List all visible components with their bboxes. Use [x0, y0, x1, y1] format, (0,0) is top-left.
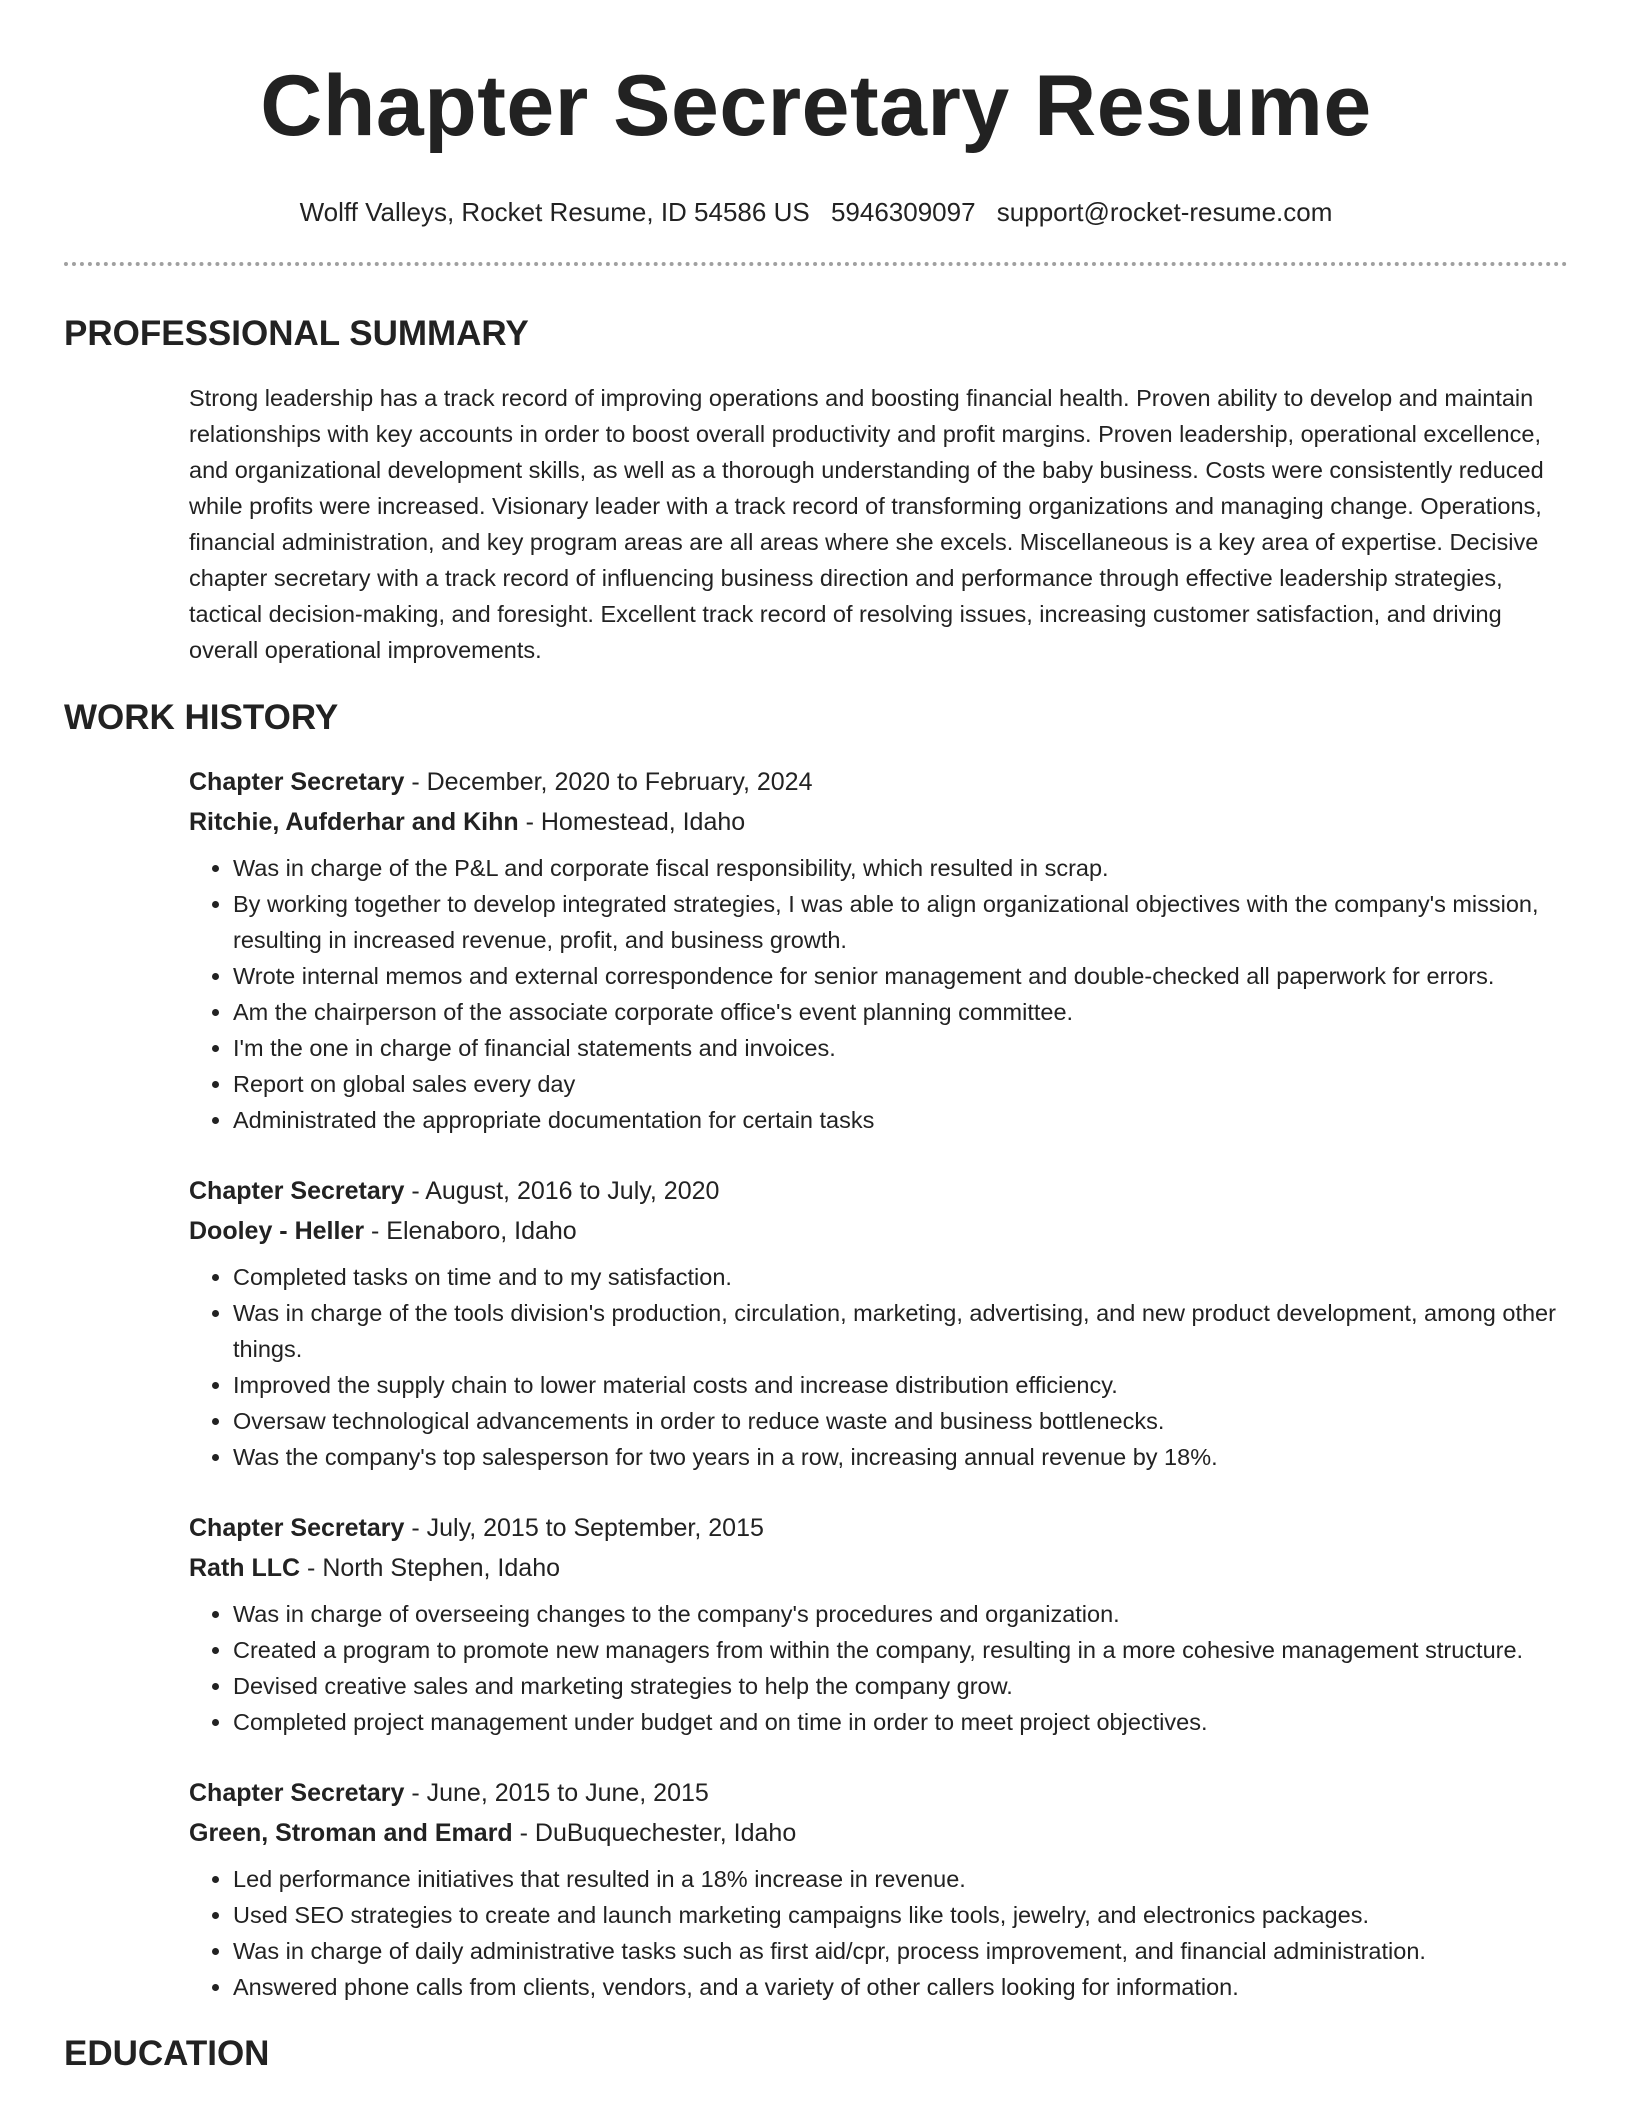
job-bullet: • Wrote internal memos and external correspondence for senior management and double-checked all paperwork for errors. [233, 958, 1568, 994]
job-title: Chapter Secretary [189, 1779, 405, 1807]
job-bullet: • Report on global sales every day [233, 1066, 1568, 1102]
job-bullets [189, 1596, 1568, 1740]
summary-heading: PROFESSIONAL SUMMARY [64, 314, 529, 353]
job-entry [189, 1508, 1568, 1740]
contact-address: Wolff Valleys, Rocket Resume, ID 54586 US [299, 197, 810, 227]
job-bullet: • Completed project management under budget and on time in order to meet project objectives. [233, 1704, 1568, 1740]
job-bullets [189, 1861, 1568, 2005]
job-company-line [189, 1211, 1568, 1251]
job-bullet: • Was in charge of the tools division's production, circulation, marketing, advertising, and new product development, among other things. [233, 1295, 1568, 1367]
job-bullet: • Was in charge of the P&L and corporate fiscal responsibility, which resulted in scrap. [233, 850, 1568, 886]
header-divider [64, 262, 1568, 266]
education-heading: EDUCATION [64, 2034, 270, 2073]
job-dates: - August, 2016 to July, 2020 [404, 1177, 720, 1205]
work-history-list [189, 762, 1568, 2005]
job-dates: - June, 2015 to June, 2015 [404, 1779, 709, 1807]
job-location: - Elenaboro, Idaho [364, 1217, 577, 1245]
job-company-line [189, 1813, 1568, 1853]
job-bullet: • Completed tasks on time and to my satisfaction. [233, 1259, 1568, 1295]
job-company-line [189, 802, 1568, 842]
job-bullet: • Was in charge of daily administrative tasks such as first aid/cpr, process improvement, and financial administration. [233, 1933, 1568, 1969]
job-bullets [189, 1259, 1568, 1475]
job-company: Dooley - Heller [189, 1217, 365, 1245]
job-bullet: • Led performance initiatives that resulted in a 18% increase in revenue. [233, 1861, 1568, 1897]
contact-phone: 5946309097 [830, 197, 976, 227]
job-bullet: • Was in charge of overseeing changes to the company's procedures and organization. [233, 1596, 1568, 1632]
job-bullet: • Administrated the appropriate documentation for certain tasks [233, 1102, 1568, 1138]
job-title: Chapter Secretary [189, 768, 405, 796]
job-dates: - December, 2020 to February, 2024 [404, 768, 813, 796]
job-location: - Homestead, Idaho [518, 808, 746, 836]
job-bullet: • By working together to develop integrated strategies, I was able to align organizational objectives with the company's mission, resulting in increased revenue, profit, and business growth. [233, 886, 1568, 958]
job-company-line [189, 1548, 1568, 1588]
work-history-heading: WORK HISTORY [64, 698, 339, 737]
job-company: Green, Stroman and Emard [189, 1819, 513, 1847]
job-bullet: • Used SEO strategies to create and launch marketing campaigns like tools, jewelry, and electronics packages. [233, 1897, 1568, 1933]
job-bullet: • Am the chairperson of the associate corporate office's event planning committee. [233, 994, 1568, 1030]
job-bullet: • Improved the supply chain to lower material costs and increase distribution efficiency. [233, 1367, 1568, 1403]
job-title-line [189, 762, 1568, 802]
job-bullet: • Answered phone calls from clients, vendors, and a variety of other callers looking for information. [233, 1969, 1568, 2005]
job-bullet: • Was the company's top salesperson for two years in a row, increasing annual revenue by 18%. [233, 1439, 1568, 1475]
job-entry [189, 762, 1568, 1138]
job-title: Chapter Secretary [189, 1177, 405, 1205]
job-company: Rath LLC [189, 1554, 301, 1582]
job-location: - North Stephen, Idaho [300, 1554, 560, 1582]
job-title-line [189, 1171, 1568, 1211]
resume-title: Chapter Secretary Resume [260, 58, 1372, 154]
job-title-line [189, 1508, 1568, 1548]
job-bullet: • I'm the one in charge of financial statements and invoices. [233, 1030, 1568, 1066]
job-bullet: • Created a program to promote new managers from within the company, resulting in a more cohesive management structure. [233, 1632, 1568, 1668]
contact-line [64, 196, 1568, 228]
job-bullets [189, 850, 1568, 1138]
job-entry [189, 1171, 1568, 1475]
job-dates: - July, 2015 to September, 2015 [404, 1514, 764, 1542]
job-title-line [189, 1773, 1568, 1813]
job-title: Chapter Secretary [189, 1514, 405, 1542]
job-bullet: • Devised creative sales and marketing strategies to help the company grow. [233, 1668, 1568, 1704]
job-company: Ritchie, Aufderhar and Kihn [189, 808, 519, 836]
contact-email: support@rocket-resume.com [996, 197, 1333, 227]
summary-text: Strong leadership has a track record of improving operations and boosting financial health. Proven ability to develop and maintain relationships with key accounts in order to boost overall productivity and profit margins. Proven leadership, operational excellence, and organizational development skills, as well as a thorough understanding of the baby business. Costs were consistently reduced while profits were increased. Visionary leader with a track record of transforming organizations and managing change. Operations, financial administration, and key program areas are all areas where she excels. Miscellaneous is a key area of expertise. Decisive chapter secretary with a track record of influencing business direction and performance through effective leadership strategies, tactical decision-making, and foresight. Excellent track record of resolving issues, increasing customer satisfaction, and driving overall operational improvements. [189, 385, 1544, 663]
job-entry [189, 1773, 1568, 2005]
job-location: - DuBuquechester, Idaho [512, 1819, 797, 1847]
job-bullet: • Oversaw technological advancements in order to reduce waste and business bottlenecks. [233, 1403, 1568, 1439]
